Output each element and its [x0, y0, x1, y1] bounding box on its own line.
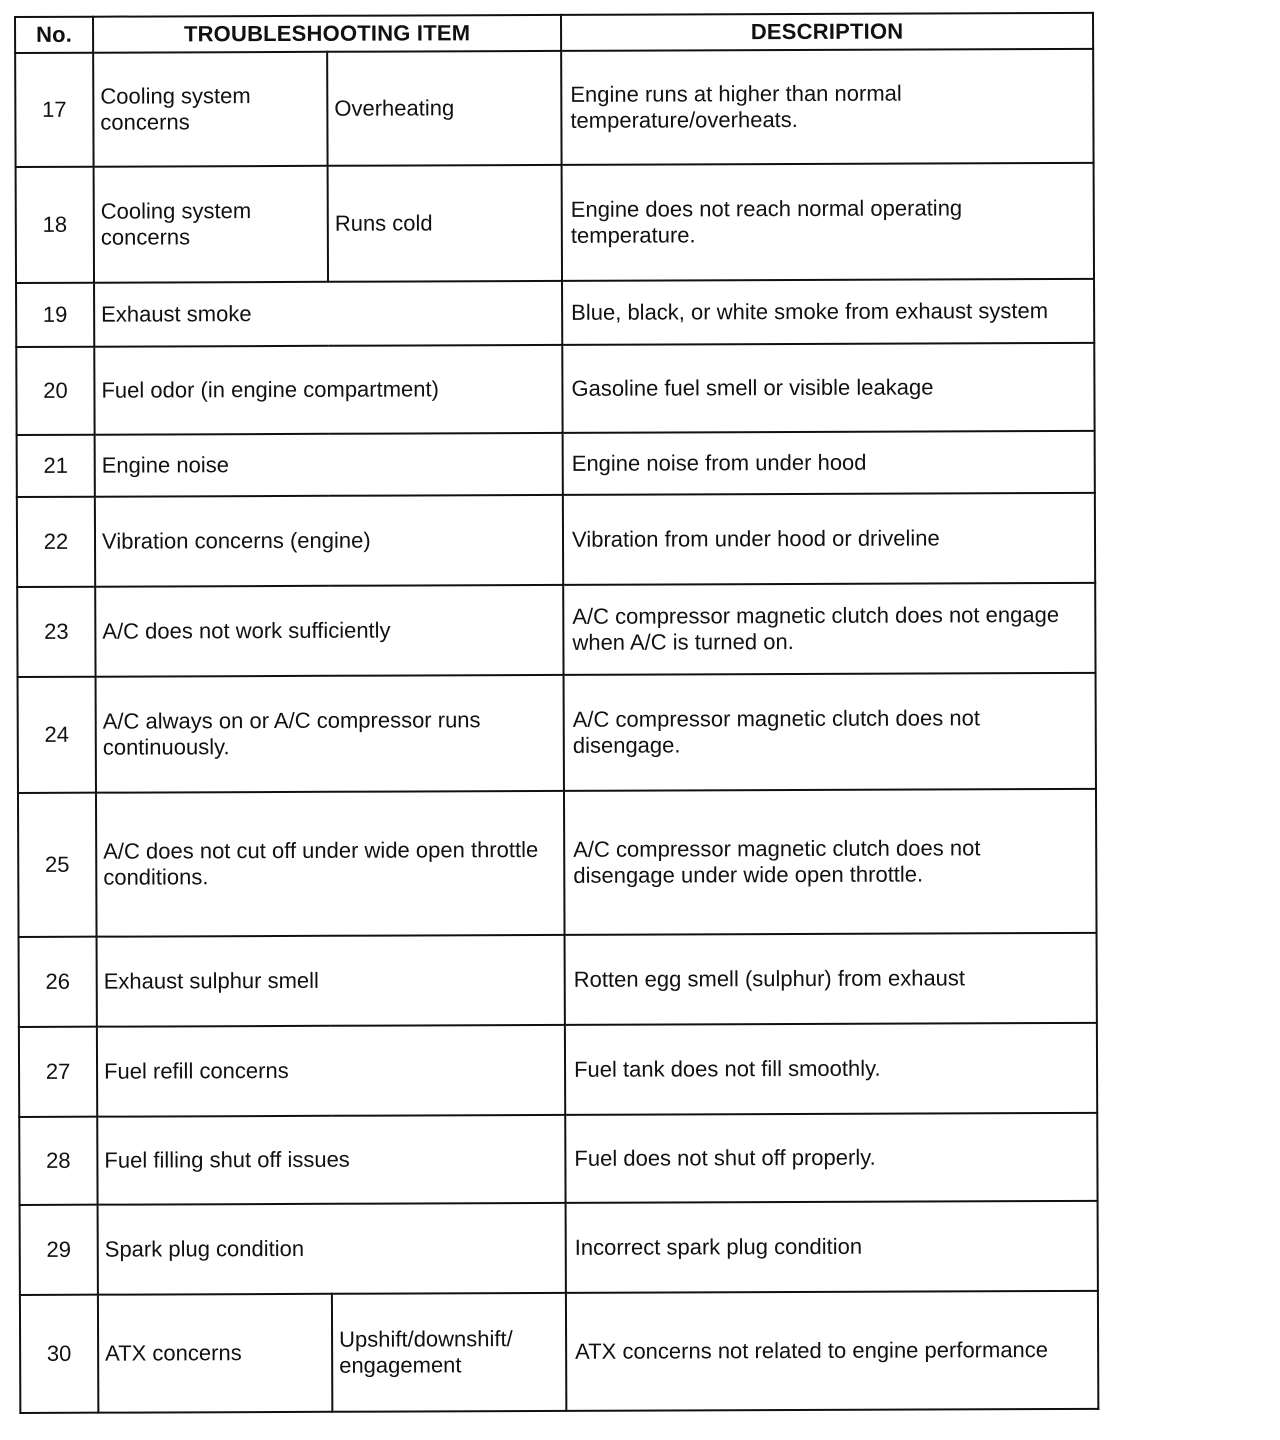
troubleshooting-item: Engine noise — [95, 433, 563, 497]
header-description: DESCRIPTION — [561, 13, 1093, 51]
item-description: Rotten egg smell (sulphur) from exhaust — [565, 933, 1097, 1025]
troubleshooting-item: A/C always on or A/C compressor runs continuously. — [96, 675, 564, 793]
troubleshooting-subitem: Upshift/downshift/ engagement — [332, 1293, 566, 1412]
row-number: 30 — [20, 1295, 98, 1413]
table-row — [16, 279, 1094, 347]
troubleshooting-item: Fuel odor (in engine compartment) — [94, 345, 562, 435]
table-row — [16, 343, 1094, 435]
table-row — [17, 493, 1095, 587]
item-description: A/C compressor magnetic clutch does not disengage. — [564, 673, 1096, 791]
row-number: 25 — [18, 793, 97, 937]
row-number: 17 — [15, 53, 93, 167]
troubleshooting-item: Vibration concerns (engine) — [95, 495, 563, 587]
header-troubleshooting-item: TROUBLESHOOTING ITEM — [93, 15, 561, 53]
item-description: Gasoline fuel smell or visible leakage — [562, 343, 1094, 433]
header-row — [15, 13, 1093, 53]
row-number: 20 — [16, 347, 94, 435]
item-description: Engine runs at higher than normal temperature/overheats. — [561, 49, 1093, 165]
row-number: 21 — [17, 435, 95, 497]
table-row — [16, 163, 1094, 283]
row-number: 27 — [19, 1027, 97, 1117]
row-number: 18 — [16, 167, 94, 283]
item-description: Fuel does not shut off properly. — [565, 1113, 1097, 1203]
item-description: A/C compressor magnetic clutch does not disengage under wide open throttle. — [564, 789, 1097, 935]
troubleshooting-item: A/C does not work sufficiently — [95, 585, 563, 677]
row-number: 23 — [17, 587, 95, 677]
item-description: ATX concerns not related to engine performance — [566, 1291, 1098, 1411]
row-number: 26 — [19, 937, 97, 1027]
row-number: 24 — [18, 677, 96, 793]
troubleshooting-item: Cooling system concerns — [94, 166, 328, 283]
item-description: Vibration from under hood or driveline — [563, 493, 1095, 585]
troubleshooting-item: Spark plug condition — [98, 1203, 566, 1295]
troubleshooting-item: Fuel refill concerns — [97, 1025, 565, 1117]
troubleshooting-item: Fuel filling shut off issues — [97, 1115, 565, 1205]
table-row — [15, 49, 1093, 167]
row-number: 19 — [16, 283, 94, 347]
table-row — [19, 1023, 1097, 1117]
troubleshooting-item: A/C does not cut off under wide open throttle conditions. — [96, 791, 565, 937]
troubleshooting-item: Exhaust smoke — [94, 281, 562, 347]
item-description: Incorrect spark plug condition — [566, 1201, 1098, 1293]
troubleshooting-subitem: Runs cold — [328, 165, 562, 282]
troubleshooting-subitem: Overheating — [327, 51, 561, 166]
table-row — [20, 1291, 1098, 1413]
item-description: Engine does not reach normal operating temperature. — [562, 163, 1094, 281]
table-row — [17, 583, 1095, 677]
item-description: A/C compressor magnetic clutch does not engage when A/C is turned on. — [563, 583, 1095, 675]
item-description: Fuel tank does not fill smoothly. — [565, 1023, 1097, 1115]
troubleshooting-table — [14, 12, 1099, 1414]
item-description: Blue, black, or white smoke from exhaust system — [562, 279, 1094, 345]
item-description: Engine noise from under hood — [563, 431, 1095, 495]
troubleshooting-item: Exhaust sulphur smell — [97, 935, 565, 1027]
table-row — [19, 1113, 1097, 1205]
table-row — [18, 673, 1096, 793]
table-row — [19, 933, 1097, 1027]
table-row — [17, 431, 1095, 497]
header-no: No. — [15, 17, 93, 53]
troubleshooting-item: ATX concerns — [98, 1294, 332, 1413]
row-number: 29 — [20, 1205, 98, 1295]
row-number: 22 — [17, 497, 95, 587]
table-row — [18, 789, 1097, 937]
troubleshooting-item: Cooling system concerns — [93, 52, 327, 167]
table-row — [20, 1201, 1098, 1295]
row-number: 28 — [19, 1117, 97, 1205]
